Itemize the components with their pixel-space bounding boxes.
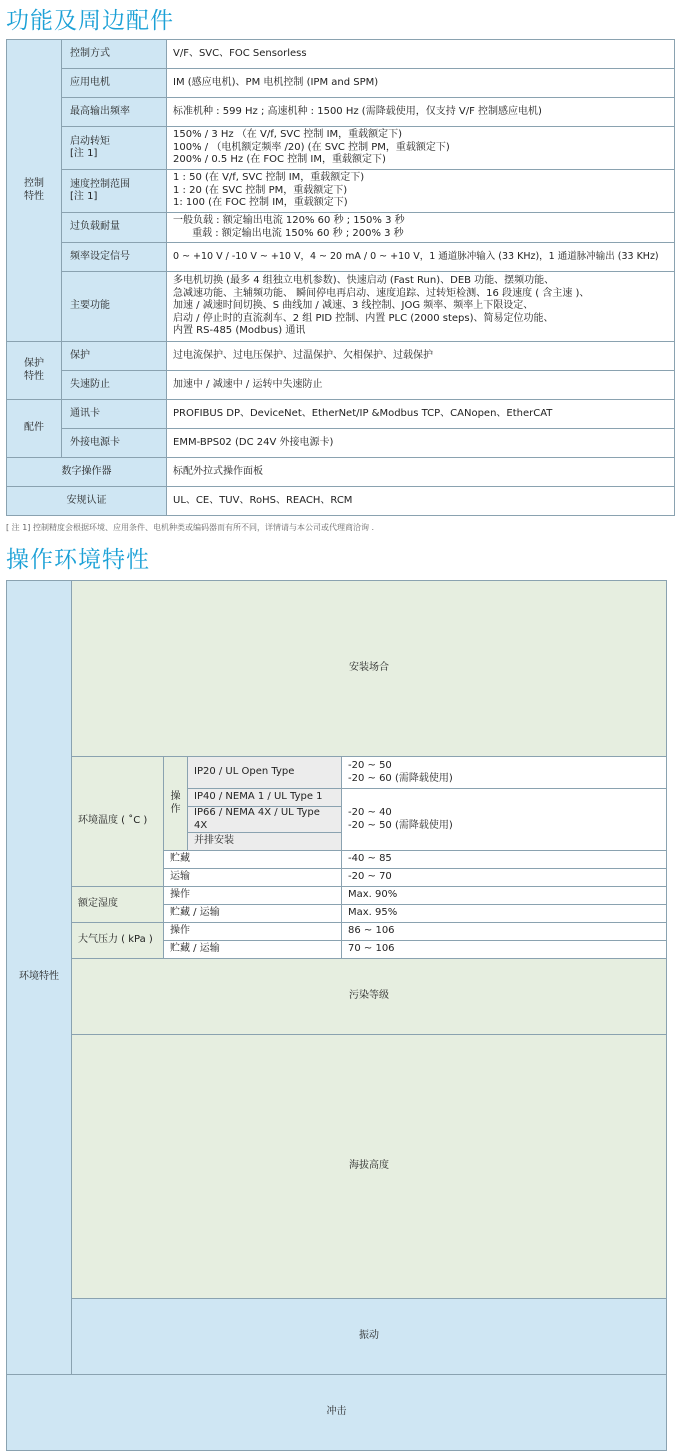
pr-st-label: 贮藏 / 运输 xyxy=(164,941,342,959)
temp-label: 环境温度 ( ˚C ) xyxy=(72,757,164,887)
cert-value: UL、CE、TUV、RoHS、REACH、RCM xyxy=(167,487,675,516)
install-label: 安装场合 xyxy=(72,581,667,757)
section2-title: 操作环境特性 xyxy=(6,547,150,573)
row-value: 加速中 / 减速中 / 运转中失速防止 xyxy=(167,371,675,400)
pressure-label: 大气压力 ( kPa ) xyxy=(72,923,164,959)
keypad-label: 数字操作器 xyxy=(7,458,167,487)
protection-category: 保护 特性 xyxy=(7,342,62,400)
vibration-label: 振动 xyxy=(72,1298,667,1374)
row-value: IM (感应电机)、PM 电机控制 (IPM and SPM) xyxy=(167,69,675,98)
side-label: 并排安装 xyxy=(188,833,342,851)
env-category: 环境特性 xyxy=(7,581,72,1375)
humidity-label: 额定湿度 xyxy=(72,887,164,923)
transport-value: -20 ~ 70 xyxy=(342,869,667,887)
hum-st-value: Max. 95% xyxy=(342,905,667,923)
row-label: 过负载耐量 xyxy=(62,213,167,243)
row-value: 0 ~ +10 V / -10 V ~ +10 V，4 ~ 20 mA / 0 ~ +10 V，1 通道脉冲输入 (33 KHz)，1 通道脉冲输出 (33 KHz) xyxy=(167,243,675,272)
row-value: 150% / 3 Hz （在 V/f, SVC 控制 IM，重载额定下) 100% / （电机额定频率 /20) (在 SVC 控制 PM，重载额定下) 200% / 0.5 Hz (在 FOC 控制 IM，重载额定下) xyxy=(167,127,675,170)
function-table xyxy=(6,39,675,516)
row-label: 应用电机 xyxy=(62,69,167,98)
hum-st-label: 贮藏 / 运输 xyxy=(164,905,342,923)
accessory-category: 配件 xyxy=(7,400,62,458)
store-value: -40 ~ 85 xyxy=(342,851,667,869)
row-label: 控制方式 xyxy=(62,40,167,69)
row-value: 1 : 50 (在 V/f, SVC 控制 IM，重载额定下) 1 : 20 (在 SVC 控制 PM，重载额定下) 1: 100 (在 FOC 控制 IM，重载额定下) xyxy=(167,170,675,213)
row-value: PROFIBUS DP、DeviceNet、EtherNet/IP &Modbus TCP、CANopen、EtherCAT xyxy=(167,400,675,429)
nema1-label: IP40 / NEMA 1 / UL Type 1 xyxy=(188,789,342,807)
ip20-value: -20 ~ 50 -20 ~ 60 (需降载使用) xyxy=(342,757,667,789)
control-category: 控制 特性 xyxy=(7,40,62,342)
row-label: 速度控制范围 [注 1] xyxy=(62,170,167,213)
row-value: 标准机种 : 599 Hz ; 高速机种 : 1500 Hz (需降载使用，仅支持 V/F 控制感应电机) xyxy=(167,98,675,127)
row-label: 通讯卡 xyxy=(62,400,167,429)
store-label: 贮藏 xyxy=(164,851,342,869)
section1-title: 功能及周边配件 xyxy=(6,8,174,34)
hum-op-value: Max. 90% xyxy=(342,887,667,905)
nema4-label: IP66 / NEMA 4X / UL Type 4X xyxy=(188,807,342,833)
pr-op-label: 操作 xyxy=(164,923,342,941)
row-label: 保护 xyxy=(62,342,167,371)
shock-label: 冲击 xyxy=(7,1374,667,1450)
row-label: 频率设定信号 xyxy=(62,243,167,272)
cert-label: 安规认证 xyxy=(7,487,167,516)
hum-op-label: 操作 xyxy=(164,887,342,905)
transport-label: 运输 xyxy=(164,869,342,887)
row-value: 一般负载 : 额定输出电流 120% 60 秒 ; 150% 3 秒 重载 : 额定输出电流 150% 60 秒 ; 200% 3 秒 xyxy=(167,213,675,243)
footnote: [ 注 1] 控制精度会根据环境、应用条件、电机种类或编码器而有所不同，详情请与本公司或代理商洽询 . xyxy=(6,523,375,532)
row-value: 过电流保护、过电压保护、过温保护、欠相保护、过载保护 xyxy=(167,342,675,371)
nema-value: -20 ~ 40 -20 ~ 50 (需降载使用) xyxy=(342,789,667,851)
operate-label: 操 作 xyxy=(164,757,188,851)
keypad-value: 标配外拉式操作面板 xyxy=(167,458,675,487)
environment-table xyxy=(6,580,667,1451)
row-label: 主要功能 xyxy=(62,272,167,342)
pr-op-value: 86 ~ 106 xyxy=(342,923,667,941)
row-label: 最高输出频率 xyxy=(62,98,167,127)
row-label: 失速防止 xyxy=(62,371,167,400)
row-label: 外接电源卡 xyxy=(62,429,167,458)
pr-st-value: 70 ~ 106 xyxy=(342,941,667,959)
row-label: 启动转矩 [注 1] xyxy=(62,127,167,170)
row-value: V/F、SVC、FOC Sensorless xyxy=(167,40,675,69)
altitude-label: 海拔高度 xyxy=(72,1035,667,1299)
row-value: EMM-BPS02 (DC 24V 外接电源卡) xyxy=(167,429,675,458)
ip20-label: IP20 / UL Open Type xyxy=(188,757,342,789)
row-value: 多电机切换 (最多 4 组独立电机参数)、快速启动 (Fast Run)、DEB 功能、摆频功能、 急减速功能、主辅频功能、 瞬间停电再启动、速度追踪、过转矩检测、16 段速度 ( 含主速 )、 加速 / 减速时间切换、S 曲线加 / 减速、3 线控制、JOG 频率、频率上下限设定、 启动 / 停止时的直流刹车、2 组 PID 控制、内置 PLC (2000 steps)、简易定位功能、 内置 RS-485 (Modbus) 通讯 xyxy=(167,272,675,342)
pollution-label: 污染等级 xyxy=(72,959,667,1035)
